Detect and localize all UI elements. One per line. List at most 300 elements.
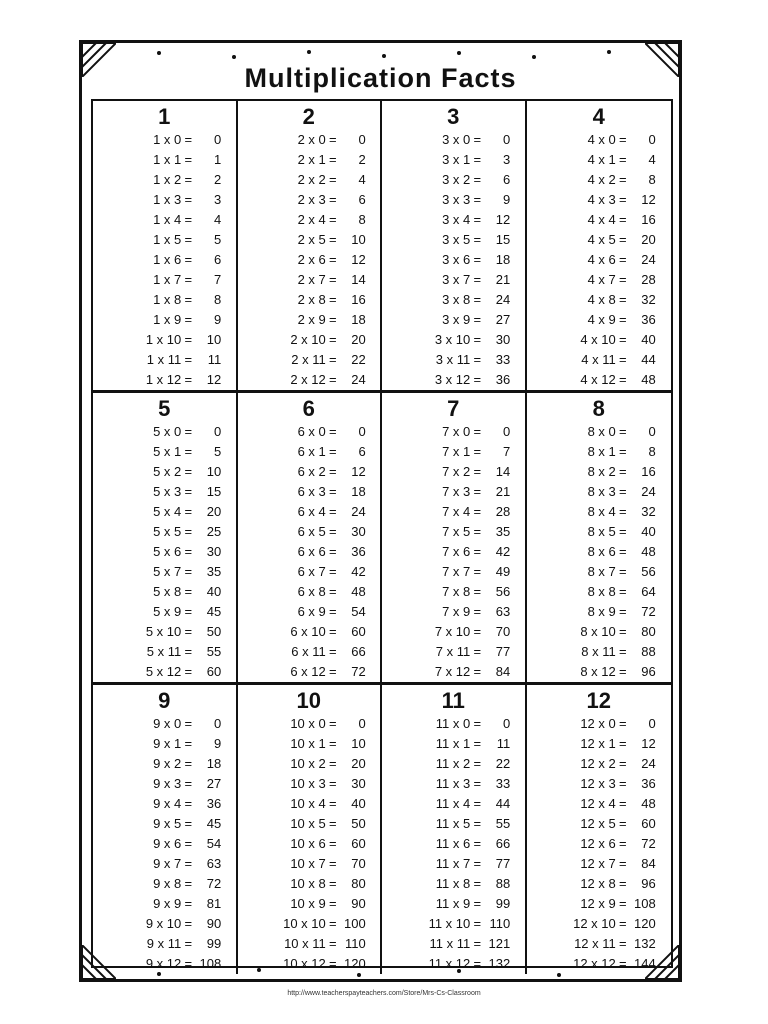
fact-row (93, 954, 236, 974)
equals-sign: = (618, 332, 627, 347)
fact-expression: 12 x 0 (580, 716, 616, 731)
fact-expression: 9 x 10 (145, 916, 182, 931)
fact-expression: 9 x 4 (153, 796, 182, 811)
equals-sign: = (473, 956, 482, 971)
equals-sign: = (473, 624, 482, 639)
fact-product: 7 (503, 444, 511, 459)
fact-product: 22 (351, 352, 366, 367)
equals-sign: = (618, 352, 627, 367)
fact-row (527, 754, 672, 774)
fact-row (382, 310, 525, 330)
fact-expression: 9 x 8 (153, 876, 182, 891)
fact-expression: 4 x 12 (580, 372, 616, 387)
fact-expression: 1 x 9 (153, 312, 182, 327)
fact-row (527, 190, 672, 210)
table-heading: 11 (441, 688, 465, 713)
fact-row (527, 250, 672, 270)
equals-sign: = (618, 896, 627, 911)
fact-expression: 9 x 5 (153, 816, 182, 831)
fact-product: 36 (351, 544, 366, 559)
fact-row (527, 150, 672, 170)
fact-expression: 8 x 2 (587, 464, 616, 479)
fact-row (382, 270, 525, 290)
equals-sign: = (184, 484, 193, 499)
fact-expression: 4 x 10 (580, 332, 616, 347)
fact-expression: 3 x 9 (442, 312, 471, 327)
fact-product: 14 (495, 464, 511, 479)
fact-list (93, 130, 236, 390)
fact-expression: 4 x 5 (587, 232, 616, 247)
equals-sign: = (184, 644, 193, 659)
equals-sign: = (328, 252, 337, 267)
decor-dot (232, 55, 236, 59)
equals-sign: = (473, 372, 482, 387)
fact-expression: 5 x 6 (153, 544, 182, 559)
fact-product: 36 (495, 372, 511, 387)
equals-sign: = (184, 272, 193, 287)
equals-sign: = (184, 172, 193, 187)
fact-product: 0 (503, 424, 511, 439)
fact-expression: 8 x 9 (587, 604, 616, 619)
fact-expression: 9 x 12 (145, 956, 182, 971)
fact-row (238, 422, 381, 442)
table-cell (238, 393, 383, 685)
fact-expression: 5 x 12 (145, 664, 182, 679)
fact-row (238, 130, 381, 150)
fact-product: 27 (206, 776, 222, 791)
equals-sign: = (328, 484, 337, 499)
equals-sign: = (618, 252, 627, 267)
fact-row (93, 894, 236, 914)
fact-row (527, 714, 672, 734)
fact-row (93, 542, 236, 562)
fact-row (238, 170, 381, 190)
equals-sign: = (184, 816, 193, 831)
fact-product: 90 (351, 896, 366, 911)
fact-expression: 9 x 7 (153, 856, 182, 871)
fact-expression: 6 x 5 (297, 524, 326, 539)
fact-row (382, 582, 525, 602)
equals-sign: = (328, 444, 337, 459)
fact-row (93, 150, 236, 170)
fact-expression: 1 x 6 (153, 252, 182, 267)
equals-sign: = (618, 424, 627, 439)
equals-sign: = (328, 192, 337, 207)
fact-row (382, 522, 525, 542)
equals-sign: = (618, 916, 627, 931)
fact-product: 10 (206, 464, 222, 479)
fact-product: 7 (214, 272, 222, 287)
fact-row (93, 230, 236, 250)
fact-product: 11 (496, 736, 511, 751)
table-cell (382, 685, 527, 974)
equals-sign: = (618, 604, 627, 619)
table-heading: 2 (302, 104, 315, 129)
equals-sign: = (184, 372, 193, 387)
equals-sign: = (618, 716, 627, 731)
fact-product: 18 (206, 756, 222, 771)
table-cell (382, 393, 527, 685)
fact-product: 40 (641, 524, 656, 539)
fact-row (238, 914, 381, 934)
fact-row (527, 350, 672, 370)
fact-row (93, 874, 236, 894)
fact-row (93, 330, 236, 350)
equals-sign: = (618, 132, 627, 147)
fact-expression: 3 x 12 (434, 372, 471, 387)
equals-sign: = (184, 352, 193, 367)
fact-row (527, 210, 672, 230)
fact-row (527, 582, 672, 602)
equals-sign: = (473, 484, 482, 499)
table-heading: 7 (447, 396, 460, 421)
fact-product: 3 (214, 192, 222, 207)
fact-expression: 12 x 3 (580, 776, 616, 791)
fact-row (238, 502, 381, 522)
fact-row (382, 754, 525, 774)
fact-product: 80 (351, 876, 366, 891)
fact-row (93, 814, 236, 834)
fact-row (93, 934, 236, 954)
fact-expression: 10 x 3 (290, 776, 326, 791)
fact-product: 6 (358, 192, 366, 207)
equals-sign: = (328, 524, 337, 539)
equals-sign: = (473, 444, 482, 459)
fact-row (93, 754, 236, 774)
decor-dot (307, 50, 311, 54)
table-cell (93, 685, 238, 974)
fact-product: 33 (495, 776, 511, 791)
fact-row (527, 170, 672, 190)
fact-expression: 3 x 1 (442, 152, 471, 167)
fact-product: 63 (495, 604, 511, 619)
fact-product: 108 (634, 896, 656, 911)
fact-product: 24 (351, 372, 366, 387)
fact-row (93, 502, 236, 522)
fact-expression: 5 x 11 (146, 644, 182, 659)
fact-product: 144 (634, 956, 656, 971)
fact-row (93, 210, 236, 230)
equals-sign: = (618, 524, 627, 539)
fact-row (527, 622, 672, 642)
fact-expression: 10 x 0 (290, 716, 326, 731)
fact-product: 6 (503, 172, 511, 187)
fact-row (382, 774, 525, 794)
equals-sign: = (618, 936, 627, 951)
equals-sign: = (184, 836, 193, 851)
fact-expression: 6 x 3 (297, 484, 326, 499)
fact-expression: 7 x 0 (442, 424, 471, 439)
fact-product: 4 (648, 152, 656, 167)
table-cell (527, 685, 672, 974)
fact-row (238, 874, 381, 894)
equals-sign: = (618, 152, 627, 167)
fact-product: 110 (489, 916, 511, 931)
fact-product: 132 (488, 956, 511, 971)
equals-sign: = (184, 132, 193, 147)
equals-sign: = (328, 896, 337, 911)
fact-product: 5 (214, 232, 222, 247)
fact-product: 49 (495, 564, 511, 579)
fact-row (238, 462, 381, 482)
fact-row (527, 814, 672, 834)
fact-product: 48 (641, 372, 656, 387)
fact-row (382, 330, 525, 350)
fact-row (527, 462, 672, 482)
table-cell (238, 101, 383, 393)
fact-row (93, 794, 236, 814)
fact-expression: 3 x 4 (442, 212, 471, 227)
equals-sign: = (473, 192, 482, 207)
fact-list (238, 422, 381, 682)
fact-expression: 2 x 3 (297, 192, 326, 207)
fact-row (527, 330, 672, 350)
equals-sign: = (184, 544, 193, 559)
fact-row (527, 874, 672, 894)
fact-product: 9 (503, 192, 511, 207)
equals-sign: = (328, 916, 337, 931)
fact-product: 0 (648, 716, 656, 731)
fact-product: 50 (351, 816, 366, 831)
fact-expression: 12 x 7 (580, 856, 616, 871)
fact-expression: 10 x 11 (284, 936, 326, 951)
fact-expression: 5 x 5 (153, 524, 182, 539)
fact-product: 72 (206, 876, 222, 891)
fact-row (382, 190, 525, 210)
fact-row (527, 130, 672, 150)
fact-expression: 9 x 9 (153, 896, 182, 911)
fact-row (382, 370, 525, 390)
equals-sign: = (473, 524, 482, 539)
equals-sign: = (328, 716, 337, 731)
fact-expression: 1 x 5 (153, 232, 182, 247)
fact-expression: 10 x 8 (290, 876, 326, 891)
fact-expression: 2 x 4 (297, 212, 326, 227)
fact-product: 45 (206, 816, 222, 831)
fact-expression: 8 x 10 (580, 624, 616, 639)
fact-expression: 10 x 9 (290, 896, 326, 911)
equals-sign: = (618, 644, 627, 659)
fact-row (93, 522, 236, 542)
fact-expression: 2 x 12 (290, 372, 326, 387)
table-cell (93, 101, 238, 393)
fact-expression: 11 x 4 (435, 796, 471, 811)
fact-product: 0 (214, 424, 222, 439)
fact-expression: 7 x 9 (442, 604, 471, 619)
fact-row (382, 834, 525, 854)
equals-sign: = (328, 776, 337, 791)
fact-product: 60 (351, 836, 366, 851)
fact-product: 120 (344, 956, 366, 971)
fact-row (382, 602, 525, 622)
decor-dot (607, 50, 611, 54)
fact-row (527, 602, 672, 622)
fact-product: 44 (495, 796, 511, 811)
equals-sign: = (473, 312, 482, 327)
equals-sign: = (618, 484, 627, 499)
page-title: Multiplication Facts (244, 63, 517, 93)
fact-product: 0 (503, 132, 511, 147)
fact-row (238, 934, 381, 954)
equals-sign: = (473, 292, 482, 307)
fact-row (93, 170, 236, 190)
table-cell (93, 393, 238, 685)
fact-expression: 12 x 4 (580, 796, 616, 811)
table-heading: 1 (158, 104, 171, 129)
table-heading: 3 (447, 104, 460, 129)
equals-sign: = (473, 564, 482, 579)
fact-row (93, 482, 236, 502)
fact-expression: 7 x 4 (442, 504, 471, 519)
equals-sign: = (618, 796, 627, 811)
equals-sign: = (184, 332, 193, 347)
equals-sign: = (473, 816, 482, 831)
fact-product: 20 (641, 232, 656, 247)
fact-row (382, 482, 525, 502)
fact-expression: 5 x 8 (153, 584, 182, 599)
fact-product: 24 (641, 484, 656, 499)
fact-row (238, 150, 381, 170)
fact-expression: 12 x 10 (573, 916, 616, 931)
fact-row (382, 210, 525, 230)
fact-row (527, 834, 672, 854)
fact-expression: 4 x 7 (587, 272, 616, 287)
equals-sign: = (618, 444, 627, 459)
fact-expression: 11 x 2 (435, 756, 471, 771)
fact-row (238, 370, 381, 390)
equals-sign: = (473, 332, 482, 347)
fact-row (382, 954, 525, 974)
fact-product: 40 (641, 332, 656, 347)
equals-sign: = (184, 564, 193, 579)
fact-row (527, 854, 672, 874)
equals-sign: = (618, 232, 627, 247)
fact-row (238, 954, 381, 974)
equals-sign: = (328, 292, 337, 307)
fact-product: 120 (634, 916, 656, 931)
equals-sign: = (184, 664, 193, 679)
equals-sign: = (618, 756, 627, 771)
table-heading: 5 (158, 396, 171, 421)
fact-expression: 11 x 3 (435, 776, 471, 791)
equals-sign: = (473, 272, 482, 287)
fact-row (238, 330, 381, 350)
fact-expression: 10 x 2 (290, 756, 326, 771)
fact-product: 72 (641, 836, 656, 851)
equals-sign: = (473, 716, 482, 731)
fact-product: 84 (641, 856, 656, 871)
fact-expression: 6 x 11 (291, 644, 326, 659)
fact-row (238, 714, 381, 734)
equals-sign: = (473, 352, 482, 367)
fact-product: 90 (206, 916, 222, 931)
fact-product: 42 (495, 544, 511, 559)
fact-row (93, 422, 236, 442)
fact-expression: 8 x 6 (587, 544, 616, 559)
fact-expression: 12 x 1 (580, 736, 616, 751)
fact-expression: 8 x 4 (587, 504, 616, 519)
fact-row (93, 714, 236, 734)
table-heading: 8 (592, 396, 605, 421)
fact-product: 15 (206, 484, 222, 499)
equals-sign: = (184, 192, 193, 207)
fact-expression: 3 x 3 (442, 192, 471, 207)
fact-expression: 1 x 1 (153, 152, 182, 167)
fact-row (238, 622, 381, 642)
fact-expression: 11 x 5 (435, 816, 471, 831)
fact-row (93, 562, 236, 582)
fact-product: 12 (206, 372, 222, 387)
fact-expression: 6 x 10 (290, 624, 326, 639)
fact-expression: 5 x 10 (145, 624, 182, 639)
equals-sign: = (473, 504, 482, 519)
fact-product: 54 (206, 836, 222, 851)
fact-product: 18 (351, 484, 366, 499)
fact-expression: 3 x 7 (442, 272, 471, 287)
fact-row (382, 814, 525, 834)
footer-url: http://www.teacherspayteachers.com/Store/Mrs-Cs-Classroom (287, 990, 481, 997)
fact-product: 88 (495, 876, 511, 891)
equals-sign: = (184, 464, 193, 479)
fact-expression: 12 x 11 (574, 936, 616, 951)
fact-row (382, 150, 525, 170)
fact-row (382, 250, 525, 270)
fact-product: 8 (648, 172, 656, 187)
fact-expression: 4 x 1 (587, 152, 616, 167)
equals-sign: = (328, 272, 337, 287)
fact-expression: 1 x 2 (153, 172, 182, 187)
fact-expression: 3 x 5 (442, 232, 471, 247)
fact-expression: 12 x 2 (580, 756, 616, 771)
fact-expression: 11 x 10 (428, 916, 471, 931)
fact-row (93, 834, 236, 854)
fact-expression: 6 x 0 (297, 424, 326, 439)
fact-product: 10 (351, 232, 366, 247)
fact-row (527, 914, 672, 934)
fact-product: 10 (206, 332, 222, 347)
fact-product: 11 (207, 352, 222, 367)
fact-product: 24 (641, 756, 656, 771)
fact-product: 24 (641, 252, 656, 267)
equals-sign: = (328, 504, 337, 519)
equals-sign: = (473, 896, 482, 911)
equals-sign: = (328, 736, 337, 751)
fact-expression: 9 x 6 (153, 836, 182, 851)
fact-product: 33 (495, 352, 511, 367)
fact-product: 63 (206, 856, 222, 871)
fact-product: 14 (351, 272, 366, 287)
fact-row (382, 230, 525, 250)
equals-sign: = (618, 504, 627, 519)
decor-dot (157, 51, 161, 55)
equals-sign: = (328, 876, 337, 891)
fact-row (238, 190, 381, 210)
table-heading: 6 (302, 396, 315, 421)
fact-expression: 6 x 6 (297, 544, 326, 559)
fact-expression: 2 x 6 (297, 252, 326, 267)
equals-sign: = (184, 604, 193, 619)
fact-product: 42 (351, 564, 366, 579)
fact-row (238, 834, 381, 854)
fact-expression: 9 x 0 (153, 716, 182, 731)
fact-product: 81 (206, 896, 222, 911)
fact-product: 40 (206, 584, 222, 599)
equals-sign: = (473, 252, 482, 267)
equals-sign: = (473, 936, 482, 951)
fact-row (527, 774, 672, 794)
fact-product: 36 (641, 776, 656, 791)
fact-expression: 5 x 3 (153, 484, 182, 499)
